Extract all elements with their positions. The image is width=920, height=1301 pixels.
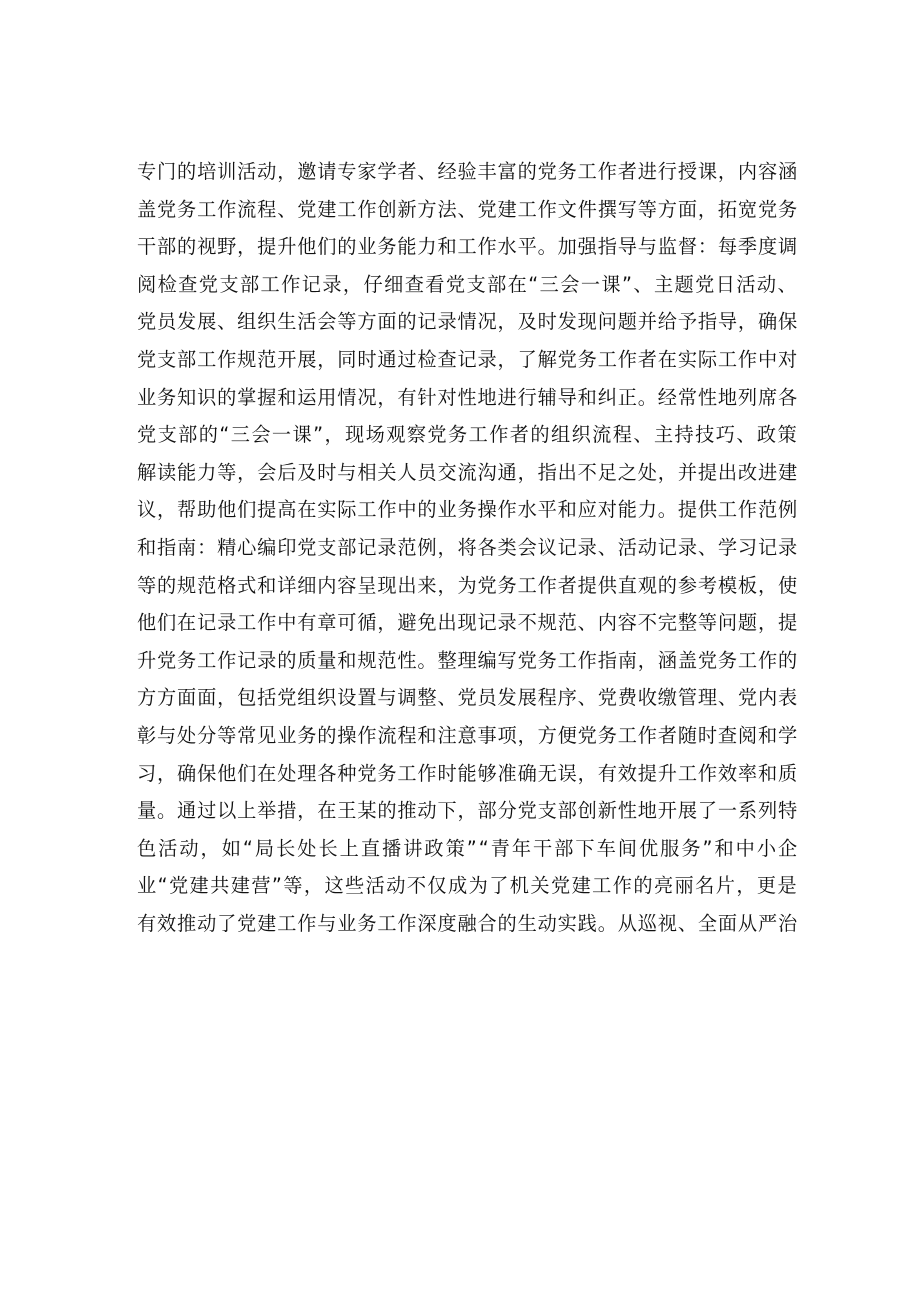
body-paragraph — [137, 153, 800, 942]
text-line: 专门的培训活动，邀请专家学者、经验丰富的党务工作者进行授课，内容涵 — [137, 160, 799, 183]
text-line: 业务知识的掌握和运用情况，有针对性地进行辅导和纠正。经常性地列席各 — [137, 385, 799, 409]
text-line: 党支部的“三会一课”，现场观察党务工作者的组织流程、主持技巧、政策 — [137, 423, 799, 447]
text-line: 升党务工作记录的质量和规范性。整理编写党务工作指南，涵盖党务工作的 — [137, 648, 799, 672]
text-line: 业“党建共建营”等，这些活动不仅成为了机关党建工作的亮丽名片，更是 — [137, 874, 799, 898]
text-line: 党支部工作规范开展，同时通过检查记录，了解党务工作者在实际工作中对 — [137, 347, 799, 371]
text-line: 阅检查党支部工作记录，仔细查看党支部在“三会一课”、主题党日活动、 — [137, 272, 799, 296]
text-line: 和指南：精心编印党支部记录范例，将各类会议记录、活动记录、学习记录 — [137, 535, 799, 559]
text-line: 彰与处分等常见业务的操作流程和注意事项，方便党务工作者随时查阅和学 — [137, 723, 799, 747]
text-line: 等的规范格式和详细内容呈现出来，为党务工作者提供直观的参考模板，使 — [137, 573, 799, 597]
text-line: 方方面面，包括党组织设置与调整、党员发展程序、党费收缴管理、党内表 — [137, 686, 799, 710]
text-line: 他们在记录工作中有章可循，避免出现记录不规范、内容不完整等问题，提 — [137, 611, 799, 635]
text-line: 议，帮助他们提高在实际工作中的业务操作水平和应对能力。提供工作范例 — [137, 498, 799, 522]
text-line: 量。通过以上举措，在王某的推动下，部分党支部创新性地开展了一系列特 — [137, 799, 799, 823]
text-line: 盖党务工作流程、党建工作创新方法、党建工作文件撰写等方面，拓宽党务 — [137, 197, 799, 221]
text-line: 有效推动了党建工作与业务工作深度融合的生动实践。从巡视、全面从严治 — [137, 911, 799, 935]
text-line: 习，确保他们在处理各种党务工作时能够准确无误，有效提升工作效率和质 — [137, 761, 799, 785]
text-line: 解读能力等，会后及时与相关人员交流沟通，指出不足之处，并提出改进建 — [137, 460, 799, 484]
text-line: 党员发展、组织生活会等方面的记录情况，及时发现问题并给予指导，确保 — [137, 310, 799, 334]
text-line: 色活动，如“局长处长上直播讲政策”“青年干部下车间优服务”和中小企 — [137, 836, 800, 860]
text-line: 干部的视野，提升他们的业务能力和工作水平。加强指导与监督：每季度调 — [137, 235, 799, 259]
